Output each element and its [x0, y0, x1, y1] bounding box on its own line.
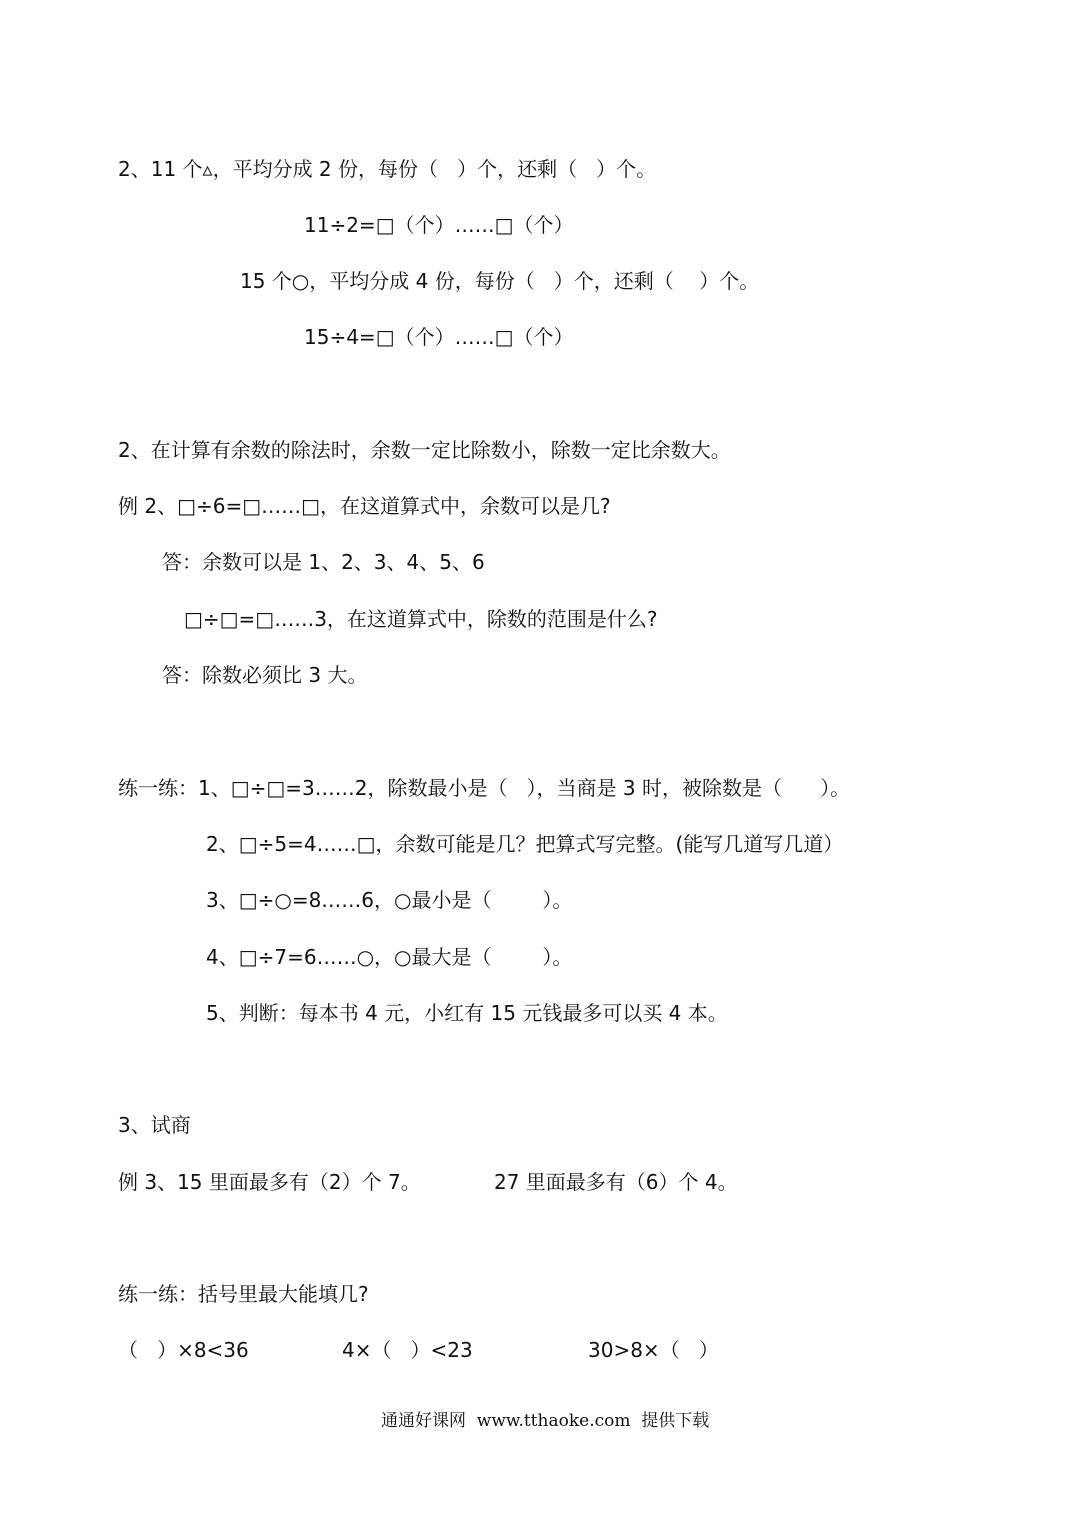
example-3-part-b: 27 里面最多有（6）个 4。	[494, 1170, 738, 1194]
section-2-heading: 2、在计算有余数的除法时，余数一定比除数小，除数一定比余数大。	[118, 438, 731, 462]
practice-item-4: 4、□÷7=6……○，○最大是（ ）。	[206, 945, 573, 969]
problem-2-line-circles: 15 个○，平均分成 4 份，每份（ ）个，还剩（ ）个。	[240, 269, 760, 293]
example-2-answer-1: 答：余数可以是 1、2、3、4、5、6	[162, 550, 485, 574]
example-2-answer-2: 答：除数必须比 3 大。	[162, 663, 368, 687]
page-footer: 通通好课网 www.tthaoke.com 提供下载	[381, 1411, 710, 1431]
practice-3-heading: 练一练：括号里最大能填几?	[118, 1282, 369, 1306]
example-3-part-a: 例 3、15 里面最多有（2）个 7。	[118, 1170, 421, 1194]
practice-item-1: 练一练：1、□÷□=3……2，除数最小是（ ），当商是 3 时，被除数是（ ）。	[118, 776, 851, 800]
inequality-1: （ ）×8<36	[118, 1338, 249, 1362]
inequality-3: 30>8×（ ）	[588, 1338, 719, 1362]
equation-15-div-4: 15÷4=□（个）……□（个）	[304, 325, 574, 349]
inequality-2: 4×（ ）<23	[342, 1338, 473, 1362]
equation-11-div-2: 11÷2=□（个）……□（个）	[304, 213, 574, 237]
practice-item-2: 2、□÷5=4……□，余数可能是几？把算式写完整。(能写几道写几道）	[206, 832, 844, 856]
practice-item-3: 3、□÷○=8……6，○最小是（ ）。	[206, 888, 573, 912]
problem-2-line-triangles: 2、11 个▵，平均分成 2 份，每份（ ）个，还剩（ ）个。	[118, 157, 657, 181]
example-2-question: 例 2、□÷6=□……□，在这道算式中，余数可以是几?	[118, 494, 611, 518]
practice-item-5: 5、判断：每本书 4 元，小红有 15 元钱最多可以买 4 本。	[206, 1001, 728, 1025]
example-2-question-2: □÷□=□……3，在这道算式中，除数的范围是什么?	[184, 607, 658, 631]
section-3-heading: 3、试商	[118, 1113, 191, 1137]
